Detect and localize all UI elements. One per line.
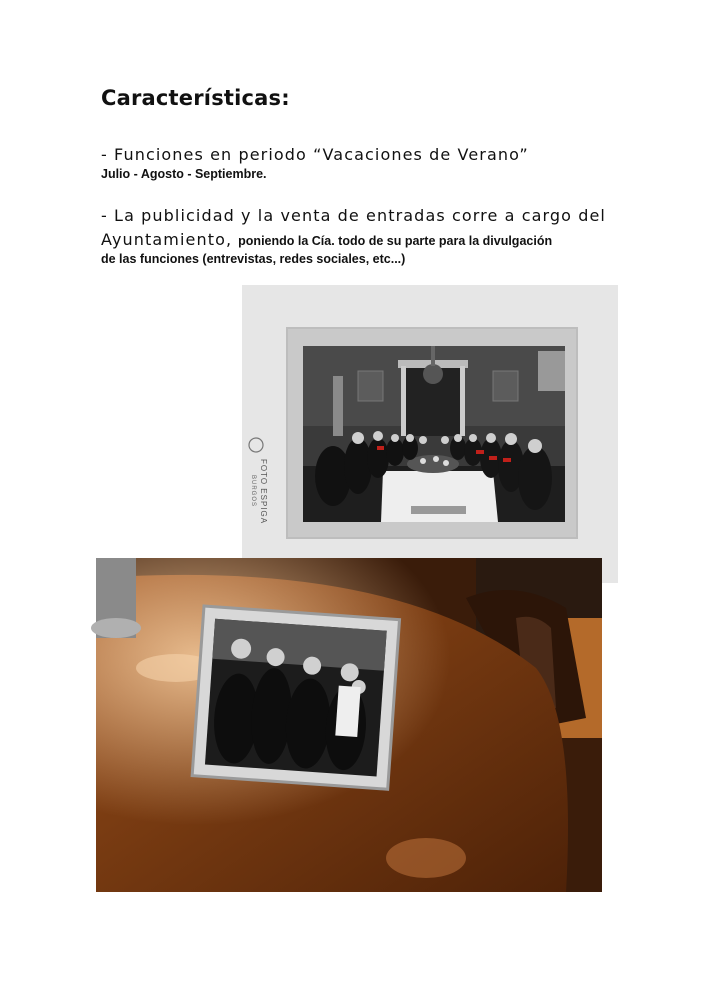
item-summer-months: Julio - Agosto - Septiembre.	[101, 167, 267, 181]
historic-dinner-photo	[242, 285, 618, 583]
photo-mount	[286, 327, 578, 539]
stamp-city: BURGOS	[250, 475, 256, 508]
photographer-stamp	[246, 435, 266, 545]
table-scene	[96, 558, 602, 892]
framed-photo-on-table	[96, 558, 602, 892]
ayuntamiento-label: Ayuntamiento,	[101, 230, 233, 249]
item-advertising-line-3: de las funciones (entrevistas, redes sociales, etc...)	[101, 252, 406, 266]
advertising-line-2-rest: poniendo la Cía. todo de su parte para la divulgación	[238, 234, 553, 248]
photo-print	[303, 346, 565, 522]
item-summer-functions: - Funciones en periodo “Vacaciones de Verano”	[101, 145, 529, 164]
dinner-scene	[303, 346, 565, 522]
item-advertising-line-1: - La publicidad y la venta de entradas corre a cargo del	[101, 206, 606, 225]
stamp-text: FOTO ESPIGA	[259, 459, 268, 525]
item-advertising-line-2	[101, 230, 552, 249]
page-heading: Características:	[101, 86, 290, 110]
